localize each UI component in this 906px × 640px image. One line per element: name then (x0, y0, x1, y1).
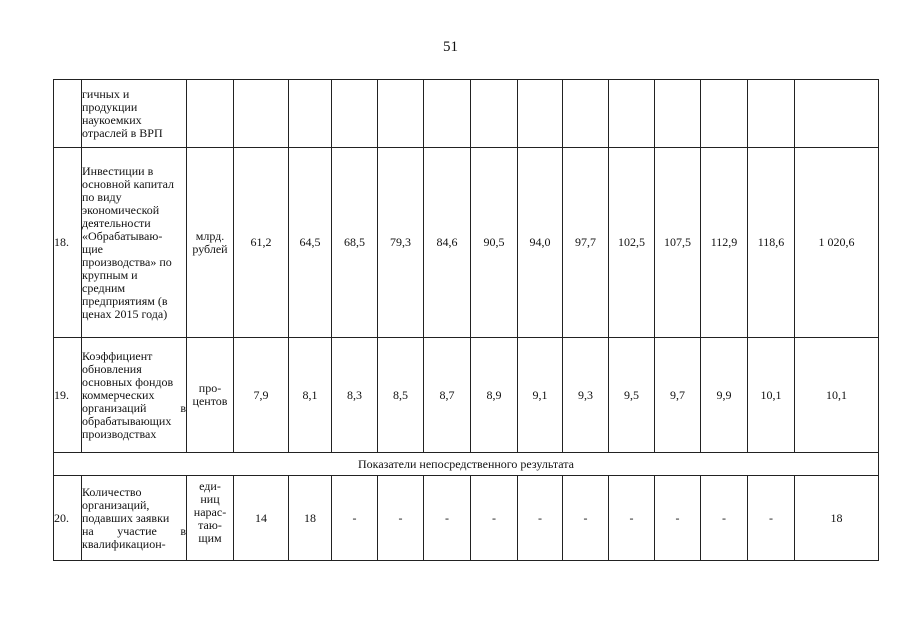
value-cell (563, 80, 609, 148)
total-cell: 1 020,6 (795, 148, 879, 338)
unit-line: центов (192, 394, 228, 408)
value-cell: 112,9 (701, 148, 748, 338)
name-line: гичных и (82, 86, 130, 101)
value-cell (471, 80, 518, 148)
table-row (54, 80, 879, 148)
name-line: производства» по (82, 254, 172, 269)
value-cell: 68,5 (332, 148, 378, 338)
name-line: экономической (82, 202, 160, 217)
table-row (54, 338, 879, 453)
unit-cell (187, 80, 234, 148)
unit-line: про- (198, 381, 222, 395)
value-cell: - (609, 476, 655, 561)
name-line: «Обрабатываю- (82, 228, 163, 243)
value-cell: 8,3 (332, 338, 378, 453)
value-cell: 8,1 (289, 338, 332, 453)
indicator-name (82, 476, 187, 561)
name-line: производствах (82, 426, 157, 441)
value-cell (518, 80, 563, 148)
value-cell: 9,7 (655, 338, 701, 453)
total-cell (795, 80, 879, 148)
value-cell (701, 80, 748, 148)
row-number: 20. (54, 476, 82, 561)
name-line: щие (82, 241, 103, 256)
name-line: продукции (82, 99, 138, 114)
indicator-name (82, 338, 187, 453)
name-line: предприятиям (в (82, 293, 168, 308)
name-line: Коэффициент (82, 348, 153, 363)
name-line: организаций в (82, 400, 186, 415)
name-line: обновления (82, 361, 142, 376)
name-line: ценах 2015 года) (82, 306, 168, 321)
value-cell: 9,5 (609, 338, 655, 453)
unit-line: нарас- (193, 505, 227, 519)
value-cell (609, 80, 655, 148)
value-cell (655, 80, 701, 148)
total-cell: 18 (795, 476, 879, 561)
unit-cell (187, 148, 234, 338)
indicators-table (53, 79, 879, 561)
name-line: организаций, (82, 497, 150, 512)
value-cell: 79,3 (378, 148, 424, 338)
unit-line: рублей (192, 241, 228, 256)
name-line: Количество (82, 484, 142, 499)
value-cell: 94,0 (518, 148, 563, 338)
name-line: на участие в (82, 523, 186, 538)
row-number: 19. (54, 338, 82, 453)
unit-line: ниц (200, 492, 220, 506)
unit-line: щим (198, 531, 222, 545)
name-line: обрабатывающих (82, 413, 172, 428)
name-line: отраслей в ВРП (82, 125, 163, 140)
value-cell: - (748, 476, 795, 561)
value-cell: - (655, 476, 701, 561)
value-cell: - (563, 476, 609, 561)
unit-line: таю- (198, 518, 222, 532)
name-line: подавших заявки (82, 510, 170, 525)
total-cell: 10,1 (795, 338, 879, 453)
table-row (54, 476, 879, 561)
name-line: основных фондов (82, 374, 174, 389)
value-cell: 90,5 (471, 148, 518, 338)
value-cell: 8,5 (378, 338, 424, 453)
value-cell: 64,5 (289, 148, 332, 338)
name-line: деятельности (82, 215, 151, 230)
value-cell (424, 80, 471, 148)
value-cell: - (701, 476, 748, 561)
name-line: средним (82, 280, 126, 295)
value-cell (234, 80, 289, 148)
value-cell: 7,9 (234, 338, 289, 453)
name-line: квалификацион- (82, 536, 166, 551)
value-cell (748, 80, 795, 148)
value-cell: 9,3 (563, 338, 609, 453)
name-line: наукоемких (82, 112, 142, 127)
value-cell: 84,6 (424, 148, 471, 338)
value-cell (378, 80, 424, 148)
value-cell: - (332, 476, 378, 561)
value-cell: 8,9 (471, 338, 518, 453)
indicator-name (82, 80, 187, 148)
table-row (54, 148, 879, 338)
unit-line: еди- (199, 479, 221, 493)
value-cell: 14 (234, 476, 289, 561)
value-cell: 118,6 (748, 148, 795, 338)
value-cell: 10,1 (748, 338, 795, 453)
name-line: крупным и (82, 267, 138, 282)
unit-line: млрд. (195, 228, 225, 243)
value-cell: 18 (289, 476, 332, 561)
section-header-row (54, 453, 879, 476)
value-cell: - (471, 476, 518, 561)
value-cell: - (518, 476, 563, 561)
indicator-name (82, 148, 187, 338)
value-cell: 8,7 (424, 338, 471, 453)
name-line: основной капитал (82, 176, 175, 191)
value-cell: 9,9 (701, 338, 748, 453)
value-cell (332, 80, 378, 148)
value-cell: 97,7 (563, 148, 609, 338)
name-line: коммерческих (82, 387, 155, 402)
name-line: Инвестиции в (82, 163, 154, 178)
value-cell: 107,5 (655, 148, 701, 338)
value-cell: 61,2 (234, 148, 289, 338)
row-number: 18. (54, 148, 82, 338)
value-cell (289, 80, 332, 148)
value-cell: - (378, 476, 424, 561)
page-number: 51 (443, 39, 458, 55)
value-cell: 102,5 (609, 148, 655, 338)
value-cell: 9,1 (518, 338, 563, 453)
section-header: Показатели непосредственного результата (54, 453, 879, 476)
unit-cell (187, 476, 234, 561)
unit-cell (187, 338, 234, 453)
value-cell: - (424, 476, 471, 561)
name-line: по виду (82, 189, 122, 204)
row-number (54, 80, 82, 148)
